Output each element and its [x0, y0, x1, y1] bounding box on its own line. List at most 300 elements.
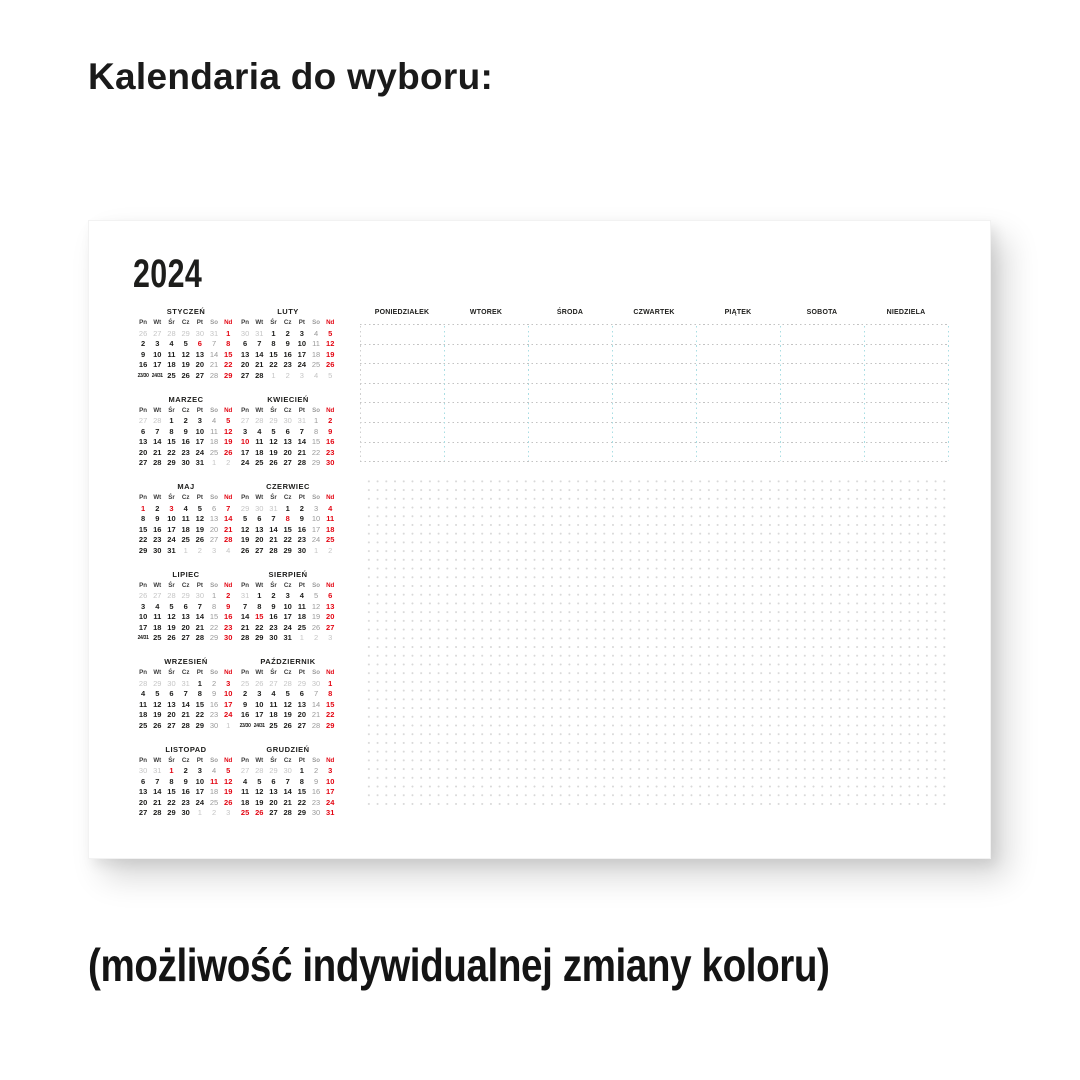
day-cell: 19: [195, 524, 205, 534]
day-cell: 13: [209, 514, 219, 523]
day-cell: 23: [269, 622, 278, 632]
day-cell: 21: [269, 535, 278, 544]
day-cell: 26: [283, 720, 292, 730]
weekly-planner-grid: [360, 324, 948, 463]
day-cell: 27: [138, 808, 148, 817]
weekday-header-cell: So: [210, 406, 218, 414]
day-cell: 6: [197, 339, 202, 348]
weekday-header-cell: Cz: [181, 319, 190, 326]
day-cell: 5: [328, 328, 333, 338]
day-cell: 20: [297, 710, 307, 719]
day-cell: 4: [141, 689, 146, 698]
day-cell: 6: [243, 339, 248, 348]
weekday-header-cell: Pt: [196, 756, 203, 764]
day-cell: 13: [269, 787, 278, 796]
day-cell: 15: [269, 349, 278, 359]
day-cell: 28: [269, 545, 278, 555]
weekday-header-cell: Wt: [153, 494, 162, 501]
day-cell: 21: [153, 447, 162, 457]
day-cell: 7: [313, 689, 319, 698]
day-cell: 25: [181, 535, 190, 544]
day-cell: 26: [138, 328, 148, 338]
day-cell: 5: [328, 370, 333, 380]
weekday-header-cell: Nd: [326, 756, 335, 764]
day-cell: 18: [209, 437, 219, 446]
week-row-line: [360, 383, 948, 384]
day-cell: 29: [297, 808, 307, 817]
weekday-header-cell: Wt: [153, 406, 162, 414]
day-cell: 2: [141, 339, 146, 348]
day-cell: 14: [224, 514, 233, 523]
day-cell: 11: [210, 776, 218, 786]
month-name: CZERWIEC: [266, 482, 310, 491]
weekday-header-cell: Wt: [153, 669, 162, 676]
day-cell: 15: [326, 699, 335, 709]
day-cell: 28: [153, 458, 162, 467]
day-cell: 6: [141, 776, 146, 786]
day-cell: 1: [211, 458, 217, 467]
day-cell: 16: [209, 699, 219, 709]
weekday-header-cell: Pn: [241, 581, 250, 589]
day-cell: 4: [243, 776, 248, 786]
weekday-header-cell: Cz: [181, 581, 190, 589]
day-cell: 13: [138, 787, 148, 796]
day-cell: 23: [224, 622, 233, 632]
weekday-header-cell: Nd: [224, 669, 233, 676]
day-cell: 21: [311, 710, 321, 719]
day-cell: 8: [197, 689, 202, 698]
column-separator-line: [528, 326, 529, 461]
day-cell: 24/31: [253, 722, 265, 729]
day-cell: 22: [209, 622, 219, 632]
weekday-header-cell: Wt: [255, 581, 264, 589]
day-cell: 28: [224, 535, 233, 544]
month-grid: [238, 493, 338, 556]
planner-day-header: ŚRODA: [556, 309, 584, 316]
day-cell: 30: [209, 720, 219, 730]
day-cell: 30: [297, 545, 307, 555]
day-cell: 9: [183, 426, 188, 436]
day-cell: 24: [224, 710, 233, 719]
day-cell: 18: [269, 710, 278, 719]
day-cell: 1: [169, 416, 174, 425]
day-cell: 23: [326, 447, 335, 457]
day-cell: 13: [138, 437, 148, 446]
day-cell: 1: [299, 633, 304, 642]
day-cell: 12: [153, 699, 162, 709]
day-cell: 18: [297, 612, 307, 621]
day-cell: 8: [169, 426, 174, 436]
day-cell: 28: [181, 720, 190, 730]
day-cell: 30: [283, 766, 292, 775]
day-cell: 8: [271, 339, 276, 348]
mini-month: [238, 305, 338, 393]
weekday-header-cell: Śr: [168, 319, 175, 326]
day-cell: 20: [326, 612, 335, 621]
day-cell: 5: [169, 601, 174, 611]
weekday-header-cell: So: [210, 494, 218, 501]
day-cell: 17: [255, 710, 264, 719]
day-cell: 3: [197, 416, 202, 425]
day-cell: 29: [209, 633, 219, 642]
day-cell: 26: [311, 622, 321, 632]
caption-text: (możliwość indywidualnej zmiany koloru): [88, 939, 830, 991]
day-cell: 2: [211, 808, 217, 817]
day-cell: 29: [255, 633, 264, 642]
dot-grid: [363, 475, 947, 809]
day-cell: 10: [138, 612, 148, 621]
day-cell: 14: [283, 787, 292, 796]
day-cell: 15: [209, 612, 219, 621]
day-cell: 8: [257, 601, 262, 611]
weekday-header-cell: Cz: [181, 494, 190, 501]
day-cell: 17: [195, 787, 205, 796]
weekday-header-cell: So: [210, 756, 218, 764]
day-cell: 20: [283, 447, 292, 457]
day-cell: 27: [138, 416, 148, 425]
day-cell: 10: [153, 349, 162, 359]
day-cell: 29: [240, 503, 250, 513]
day-cell: 2: [226, 458, 231, 467]
day-cell: 15: [311, 437, 321, 446]
day-cell: 19: [181, 360, 190, 369]
day-cell: 27: [255, 545, 264, 555]
day-cell: 3: [141, 601, 146, 611]
day-cell: 27: [195, 370, 205, 380]
weekday-header-cell: Nd: [224, 406, 233, 414]
day-cell: 11: [167, 349, 176, 359]
day-cell: 21: [283, 797, 292, 807]
mini-month: [136, 743, 236, 831]
weekday-header-cell: So: [210, 319, 218, 326]
day-cell: 25: [240, 808, 250, 817]
planner-day-header: PONIEDZIAŁEK: [374, 309, 430, 316]
weekday-header-cell: Cz: [283, 756, 292, 764]
day-cell: 2: [155, 503, 160, 513]
month-grid: [238, 318, 338, 381]
day-cell: 27: [297, 720, 307, 730]
day-cell: 6: [183, 601, 188, 611]
day-cell: 30: [311, 678, 321, 688]
day-cell: 5: [226, 416, 231, 425]
day-cell: 15: [138, 524, 148, 534]
weekday-header-cell: Pt: [298, 581, 305, 589]
weekday-header-cell: Pn: [241, 756, 250, 764]
day-cell: 14: [311, 699, 321, 709]
day-cell: 12: [326, 339, 335, 348]
day-cell: 30: [181, 458, 190, 467]
weekday-header-cell: So: [312, 669, 320, 676]
day-cell: 24: [195, 447, 205, 457]
day-cell: 15: [255, 612, 264, 621]
weekday-header-cell: So: [312, 581, 320, 589]
day-cell: 11: [312, 339, 320, 348]
day-cell: 27: [240, 416, 250, 425]
day-cell: 27: [153, 328, 162, 338]
day-cell: 22: [269, 360, 278, 369]
day-cell: 6: [141, 426, 146, 436]
column-separator-line: [612, 326, 613, 461]
day-cell: 13: [326, 601, 335, 611]
day-cell: 1: [183, 545, 188, 555]
column-separator-line: [696, 326, 697, 461]
weekday-header-cell: Cz: [181, 406, 190, 414]
day-cell: 12: [283, 699, 292, 709]
day-cell: 20: [167, 710, 176, 719]
day-cell: 22: [138, 535, 148, 544]
day-cell: 24: [167, 535, 176, 544]
day-cell: 10: [326, 776, 335, 786]
day-cell: 6: [257, 514, 262, 523]
day-cell: 8: [169, 776, 174, 786]
day-cell: 24/31: [151, 372, 163, 379]
day-cell: 22: [255, 622, 264, 632]
day-cell: 25: [326, 535, 335, 544]
day-cell: 3: [328, 633, 333, 642]
day-cell: 16: [138, 360, 148, 369]
weekday-header-cell: Cz: [181, 756, 190, 764]
month-grid: [238, 406, 338, 469]
month-name: MAJ: [177, 482, 195, 491]
weekday-header-cell: Pt: [196, 494, 203, 501]
day-cell: 12: [224, 426, 233, 436]
weekday-header-cell: So: [312, 406, 320, 414]
day-cell: 27: [167, 720, 176, 730]
day-cell: 9: [183, 776, 188, 786]
mini-month: [136, 305, 236, 393]
month-name: SIERPIEŃ: [268, 569, 308, 579]
day-cell: 1: [328, 678, 333, 688]
day-cell: 6: [328, 591, 333, 600]
day-cell: 11: [153, 612, 162, 621]
weekday-header-cell: So: [210, 669, 218, 676]
day-cell: 4: [155, 601, 160, 611]
day-cell: 23: [181, 797, 190, 807]
day-cell: 3: [313, 503, 319, 513]
day-cell: 29: [224, 370, 233, 380]
day-cell: 2: [313, 766, 319, 775]
day-cell: 1: [226, 328, 231, 338]
day-cell: 22: [224, 360, 233, 369]
day-cell: 1: [271, 328, 276, 338]
day-cell: 28: [167, 328, 176, 338]
day-cell: 15: [167, 437, 176, 446]
day-cell: 21: [255, 360, 264, 369]
day-cell: 10: [311, 514, 321, 523]
day-cell: 26: [255, 678, 264, 688]
weekday-header-cell: Pn: [139, 581, 148, 589]
day-cell: 2: [211, 678, 217, 688]
day-cell: 27: [138, 458, 148, 467]
day-cell: 14: [153, 787, 162, 796]
day-cell: 1: [197, 808, 202, 817]
weekday-header-cell: Nd: [326, 581, 335, 589]
month-name: STYCZEŃ: [166, 307, 206, 316]
day-cell: 14: [195, 612, 205, 621]
day-cell: 29: [283, 545, 292, 555]
day-cell: 29: [167, 808, 176, 817]
day-cell: 16: [181, 787, 190, 796]
day-cell: 29: [269, 416, 278, 425]
day-cell: 21: [209, 360, 219, 369]
day-cell: 25: [269, 720, 278, 730]
column-separator-line: [864, 326, 865, 461]
day-cell: 29: [297, 678, 307, 688]
day-cell: 2: [299, 503, 304, 513]
day-cell: 4: [226, 545, 231, 555]
weekday-header-cell: So: [210, 581, 218, 589]
day-cell: 4: [211, 766, 217, 775]
month-grid: [136, 318, 236, 381]
day-cell: 8: [226, 339, 231, 348]
day-cell: 12: [195, 514, 205, 523]
day-cell: 25: [297, 622, 307, 632]
day-cell: 18: [240, 797, 250, 807]
day-cell: 20: [209, 524, 219, 534]
day-cell: 19: [283, 710, 292, 719]
day-cell: 25: [153, 633, 162, 642]
weekday-header-cell: Nd: [224, 756, 233, 764]
weekday-header-cell: Śr: [168, 494, 175, 501]
planner-day-header: PIĄTEK: [724, 309, 752, 316]
day-cell: 10: [297, 339, 307, 348]
day-cell: 4: [313, 370, 319, 380]
day-cell: 18: [209, 787, 219, 796]
day-cell: 3: [226, 678, 231, 688]
week-row-line: [360, 442, 948, 443]
day-cell: 19: [311, 612, 321, 621]
day-cell: 9: [243, 699, 248, 709]
weekday-header-cell: Pn: [241, 319, 250, 326]
weekday-header-cell: Cz: [283, 319, 292, 326]
day-cell: 29: [138, 545, 148, 555]
month-grid: [136, 668, 236, 731]
day-cell: 15: [167, 787, 176, 796]
day-cell: 23: [297, 535, 307, 544]
day-cell: 7: [183, 689, 188, 698]
month-grid: [238, 581, 338, 644]
mini-month: [238, 568, 338, 656]
day-cell: 31: [153, 766, 162, 775]
day-cell: 5: [285, 689, 290, 698]
day-cell: 12: [181, 349, 190, 359]
month-name: PAŹDZIERNIK: [260, 657, 316, 666]
day-cell: 16: [326, 437, 335, 446]
day-cell: 2: [226, 591, 231, 600]
day-cell: 5: [243, 514, 248, 523]
day-cell: 22: [326, 710, 335, 719]
day-cell: 27: [269, 808, 278, 817]
day-cell: 10: [167, 514, 176, 523]
day-cell: 10: [195, 776, 205, 786]
day-cell: 27: [240, 370, 250, 380]
day-cell: 14: [255, 349, 264, 359]
day-cell: 17: [195, 437, 205, 446]
weekday-header-cell: Śr: [270, 756, 277, 764]
day-cell: 21: [297, 447, 307, 457]
day-cell: 12: [224, 776, 233, 786]
day-cell: 1: [169, 766, 174, 775]
day-cell: 10: [255, 699, 264, 709]
day-cell: 20: [240, 360, 250, 369]
day-cell: 1: [197, 678, 202, 688]
day-cell: 17: [138, 622, 148, 632]
weekday-header-cell: Pn: [139, 669, 148, 676]
day-cell: 6: [271, 776, 276, 786]
planner-day-header: CZWARTEK: [633, 309, 675, 316]
day-cell: 11: [181, 514, 190, 523]
day-cell: 15: [297, 787, 307, 796]
planner-day-header: NIEDZIELA: [886, 309, 926, 316]
day-cell: 16: [181, 437, 190, 446]
day-cell: 27: [240, 766, 250, 775]
day-cell: 8: [141, 514, 146, 523]
weekday-header-cell: Śr: [168, 669, 175, 676]
day-cell: 29: [326, 720, 335, 730]
month-grid: [136, 756, 236, 819]
day-cell: 27: [269, 678, 278, 688]
day-cell: 5: [257, 776, 262, 786]
day-cell: 26: [224, 797, 233, 807]
weekday-header-cell: So: [312, 756, 320, 764]
mini-month: [238, 393, 338, 481]
day-cell: 2: [328, 545, 333, 555]
day-cell: 13: [167, 699, 176, 709]
day-cell: 2: [285, 328, 290, 338]
day-cell: 30: [195, 591, 205, 600]
day-cell: 9: [211, 689, 217, 698]
day-cell: 5: [155, 689, 160, 698]
weekday-header-cell: Pt: [298, 319, 305, 326]
day-cell: 26: [138, 591, 148, 600]
day-cell: 19: [224, 437, 233, 446]
year-label: 2024: [133, 252, 203, 296]
day-cell: 16: [240, 710, 250, 719]
day-cell: 5: [313, 591, 319, 600]
weekday-header-cell: Wt: [153, 756, 162, 764]
day-cell: 12: [240, 524, 250, 534]
weekday-header-cell: Pn: [241, 494, 250, 501]
day-cell: 16: [269, 612, 278, 621]
week-row-line: [360, 344, 948, 345]
day-cell: 4: [271, 689, 276, 698]
month-grid: [136, 581, 236, 644]
day-cell: 16: [224, 612, 233, 621]
day-cell: 12: [269, 437, 278, 446]
day-cell: 24: [195, 797, 205, 807]
weekday-header-cell: Cz: [283, 406, 292, 414]
day-cell: 13: [297, 699, 307, 709]
day-cell: 2: [183, 766, 188, 775]
day-cell: 22: [167, 447, 176, 457]
day-cell: 29: [181, 591, 190, 600]
day-cell: 31: [167, 545, 176, 555]
weekday-header-cell: Śr: [270, 669, 277, 676]
day-cell: 5: [183, 339, 188, 348]
day-cell: 26: [167, 633, 176, 642]
weekday-header-cell: Pt: [298, 494, 305, 501]
day-cell: 27: [209, 535, 219, 544]
day-cell: 4: [211, 416, 217, 425]
day-cell: 19: [240, 535, 250, 544]
day-cell: 7: [299, 426, 304, 436]
mini-month: [238, 743, 338, 831]
planner-day-header: WTOREK: [469, 309, 503, 316]
day-cell: 7: [285, 776, 290, 786]
day-cell: 9: [141, 349, 146, 359]
day-cell: 20: [181, 622, 190, 632]
day-cell: 26: [224, 447, 233, 457]
